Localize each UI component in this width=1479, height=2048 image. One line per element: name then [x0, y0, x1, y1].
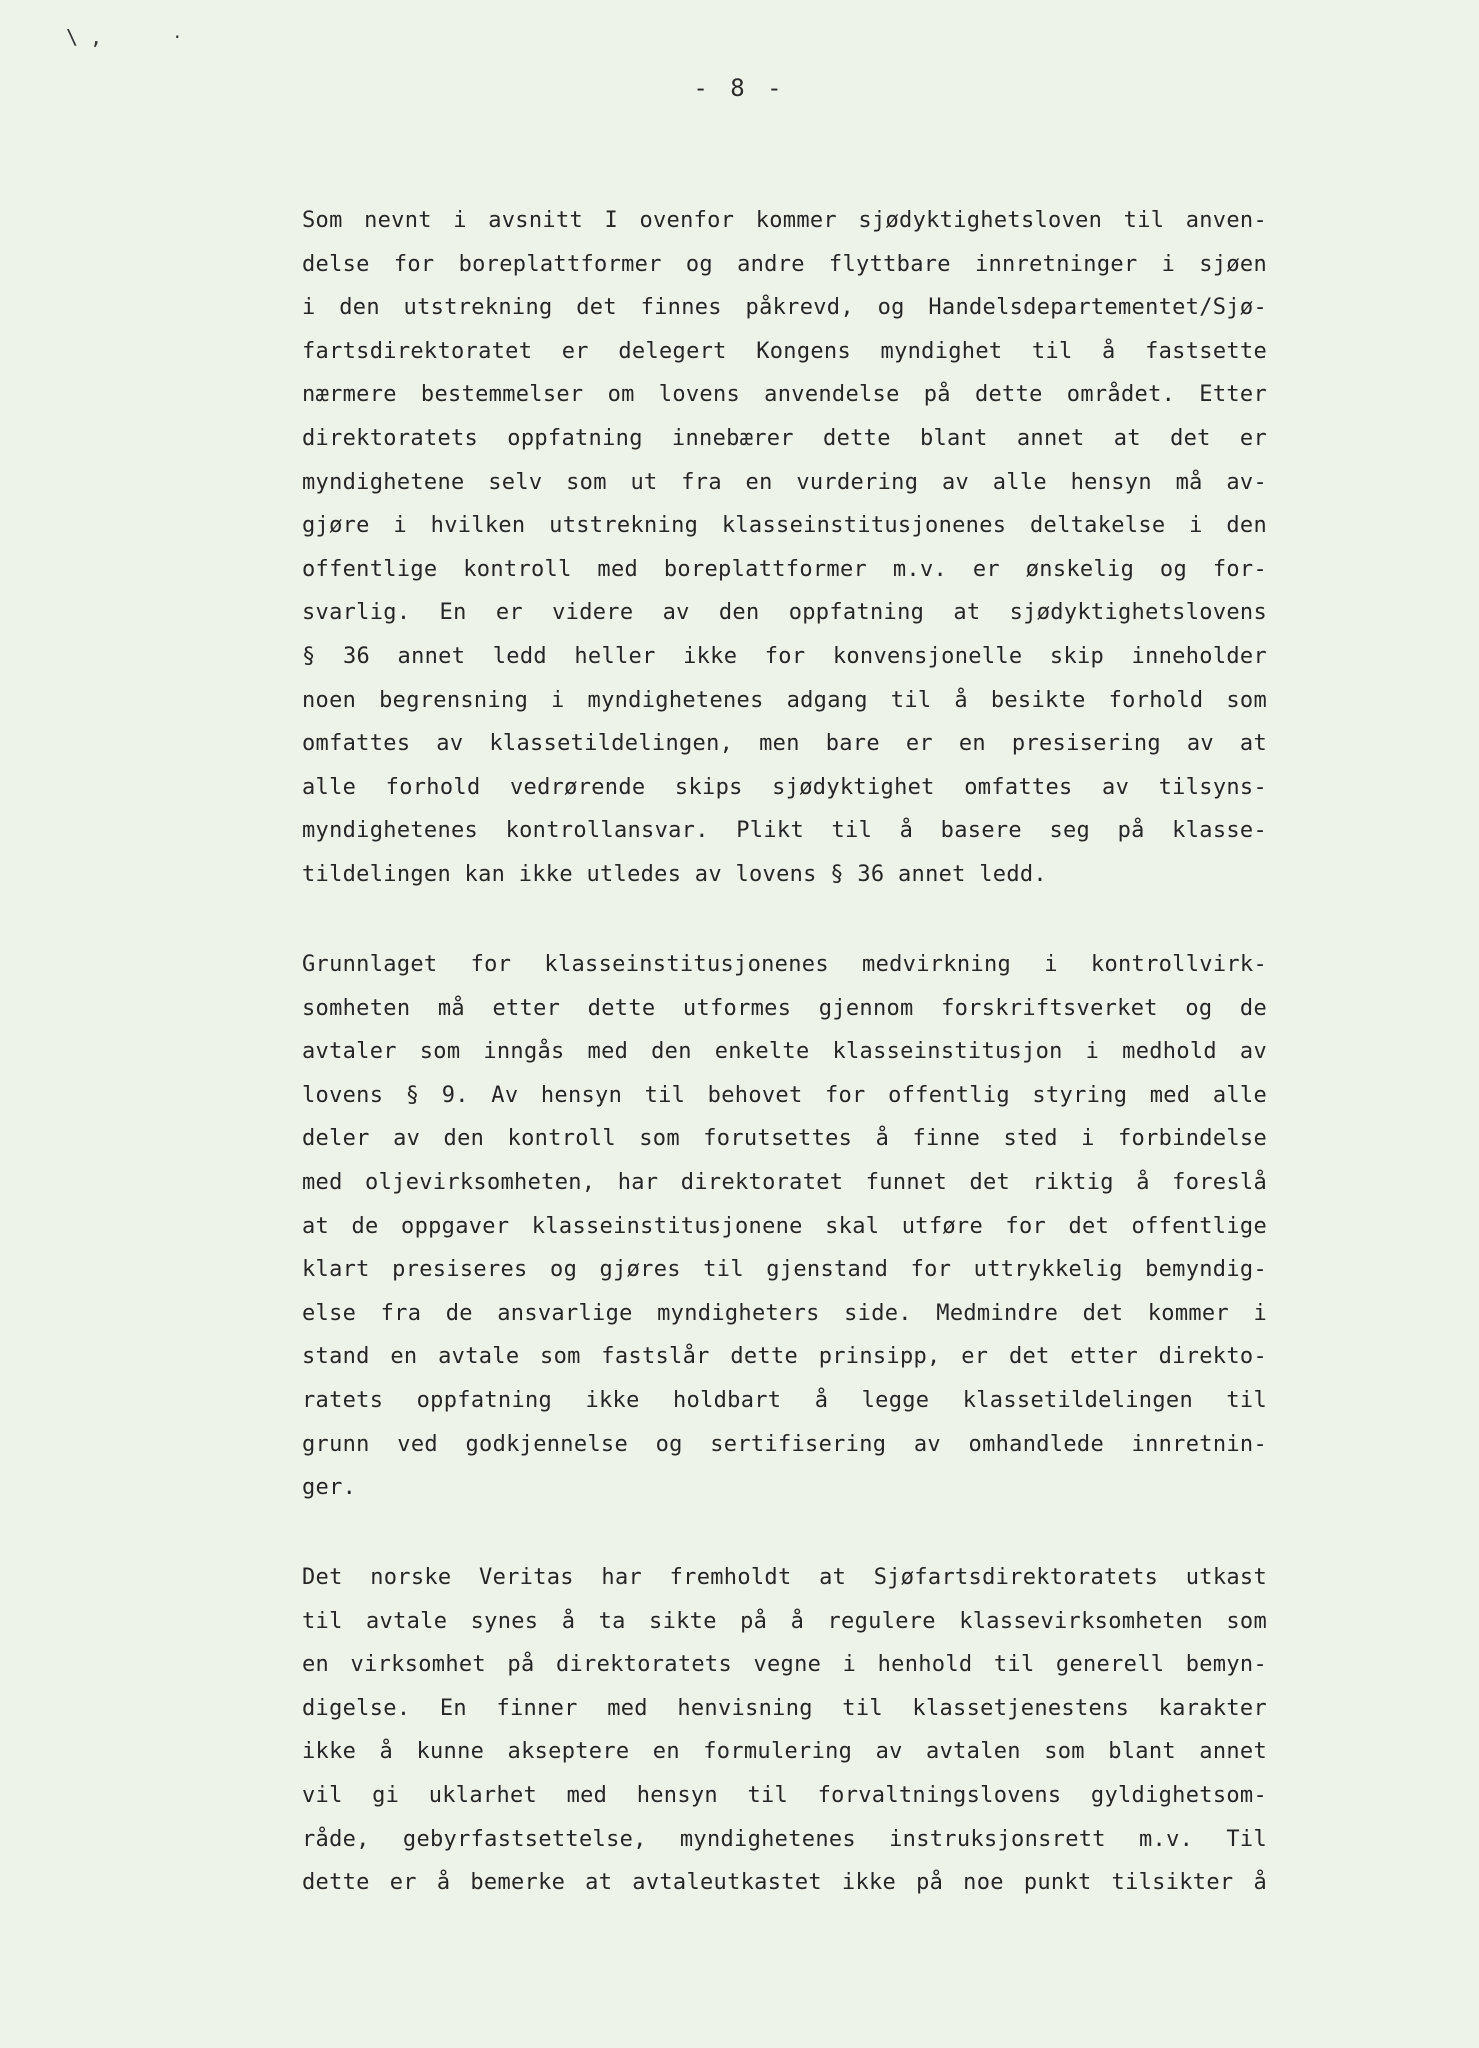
text-line: delse for boreplattformer og andre flyttbare innretninger i sjøen: [302, 251, 1267, 277]
text-line: ger.: [302, 1475, 357, 1501]
text-line: klart presiseres og gjøres til gjenstand for uttrykkelig bemyndig-: [302, 1257, 1267, 1283]
text-line: direktoratets oppfatning innebærer dette blant annet at det er: [302, 425, 1267, 451]
text-line: til avtale synes å ta sikte på å regulere klassevirksomheten som: [302, 1608, 1267, 1634]
text-line: somheten må etter dette utformes gjennom forskriftsverket og de: [302, 995, 1267, 1021]
text-line: tildelingen kan ikke utledes av lovens § 36 annet ledd.: [302, 861, 1047, 887]
text-line: ikke å kunne akseptere en formulering av avtalen som blant annet: [302, 1739, 1267, 1765]
text-line: avtaler som inngås med den enkelte klasseinstitusjon i medhold av: [302, 1039, 1267, 1065]
text-line: en virksomhet på direktoratets vegne i henhold til generell bemyn-: [302, 1652, 1267, 1678]
text-line: lovens § 9. Av hensyn til behovet for offentlig styring med alle: [302, 1082, 1267, 1108]
text-line: i den utstrekning det finnes påkrevd, og Handelsdepartementet/Sjø-: [302, 295, 1267, 321]
corner-mark: ‧: [174, 25, 181, 49]
text-line: ratets oppfatning ikke holdbart å legge klassetildelingen til: [302, 1387, 1267, 1413]
paragraph-1: [302, 199, 1267, 897]
text-line: alle forhold vedrørende skips sjødyktighet omfattes av tilsyns-: [302, 774, 1267, 800]
page-number: - 8 -: [693, 74, 786, 102]
text-line: grunn ved godkjennelse og sertifisering av omhandlede innretnin-: [302, 1431, 1267, 1457]
corner-marks: [66, 26, 241, 48]
paragraph-2: [302, 943, 1267, 1510]
text-line: offentlige kontroll med boreplattformer m.v. er ønskelig og for-: [302, 556, 1267, 582]
text-line: else fra de ansvarlige myndigheters side. Medmindre det kommer i: [302, 1300, 1267, 1326]
text-line: vil gi uklarhet med hensyn til forvaltningslovens gyldighetsom-: [302, 1782, 1267, 1808]
text-line: råde, gebyrfastsettelse, myndighetenes instruksjonsrett m.v. Til: [302, 1826, 1267, 1852]
text-line: omfattes av klassetildelingen, men bare er en presisering av at: [302, 731, 1267, 757]
text-line: at de oppgaver klasseinstitusjonene skal utføre for det offentlige: [302, 1213, 1267, 1239]
text-line: dette er å bemerke at avtaleutkastet ikke på noe punkt tilsikter å: [302, 1870, 1267, 1896]
text-line: nærmere bestemmelser om lovens anvendelse på dette området. Etter: [302, 382, 1267, 408]
text-line: myndighetenes kontrollansvar. Plikt til å basere seg på klasse-: [302, 818, 1267, 844]
paragraph-3: [302, 1556, 1267, 1905]
text-line: gjøre i hvilken utstrekning klasseinstitusjonenes deltakelse i den: [302, 513, 1267, 539]
text-line: Som nevnt i avsnitt I ovenfor kommer sjødyktighetsloven til anven-: [302, 208, 1267, 233]
text-line: noen begrensning i myndighetenes adgang til å besikte forhold som: [302, 687, 1267, 713]
text-line: fartsdirektoratet er delegert Kongens myndighet til å fastsette: [302, 338, 1267, 364]
text-line: digelse. En finner med henvisning til klassetjenestens karakter: [302, 1695, 1267, 1721]
text-line: svarlig. En er videre av den oppfatning at sjødyktighetslovens: [302, 600, 1267, 626]
text-line: Grunnlaget for klasseinstitusjonenes medvirkning i kontrollvirk-: [302, 952, 1267, 977]
text-line: stand en avtale som fastslår dette prinsipp, er det etter direkto-: [302, 1344, 1267, 1370]
text-line: deler av den kontroll som forutsettes å finne sted i forbindelse: [302, 1126, 1267, 1152]
corner-mark: \ ,: [66, 25, 103, 49]
text-line: § 36 annet ledd heller ikke for konvensjonelle skip inneholder: [302, 643, 1267, 669]
text-line: med oljevirksomheten, har direktoratet funnet det riktig å foreslå: [302, 1169, 1267, 1195]
text-line: myndighetene selv som ut fra en vurdering av alle hensyn må av-: [302, 469, 1267, 495]
text-line: Det norske Veritas har fremholdt at Sjøfartsdirektoratets utkast: [302, 1565, 1267, 1590]
